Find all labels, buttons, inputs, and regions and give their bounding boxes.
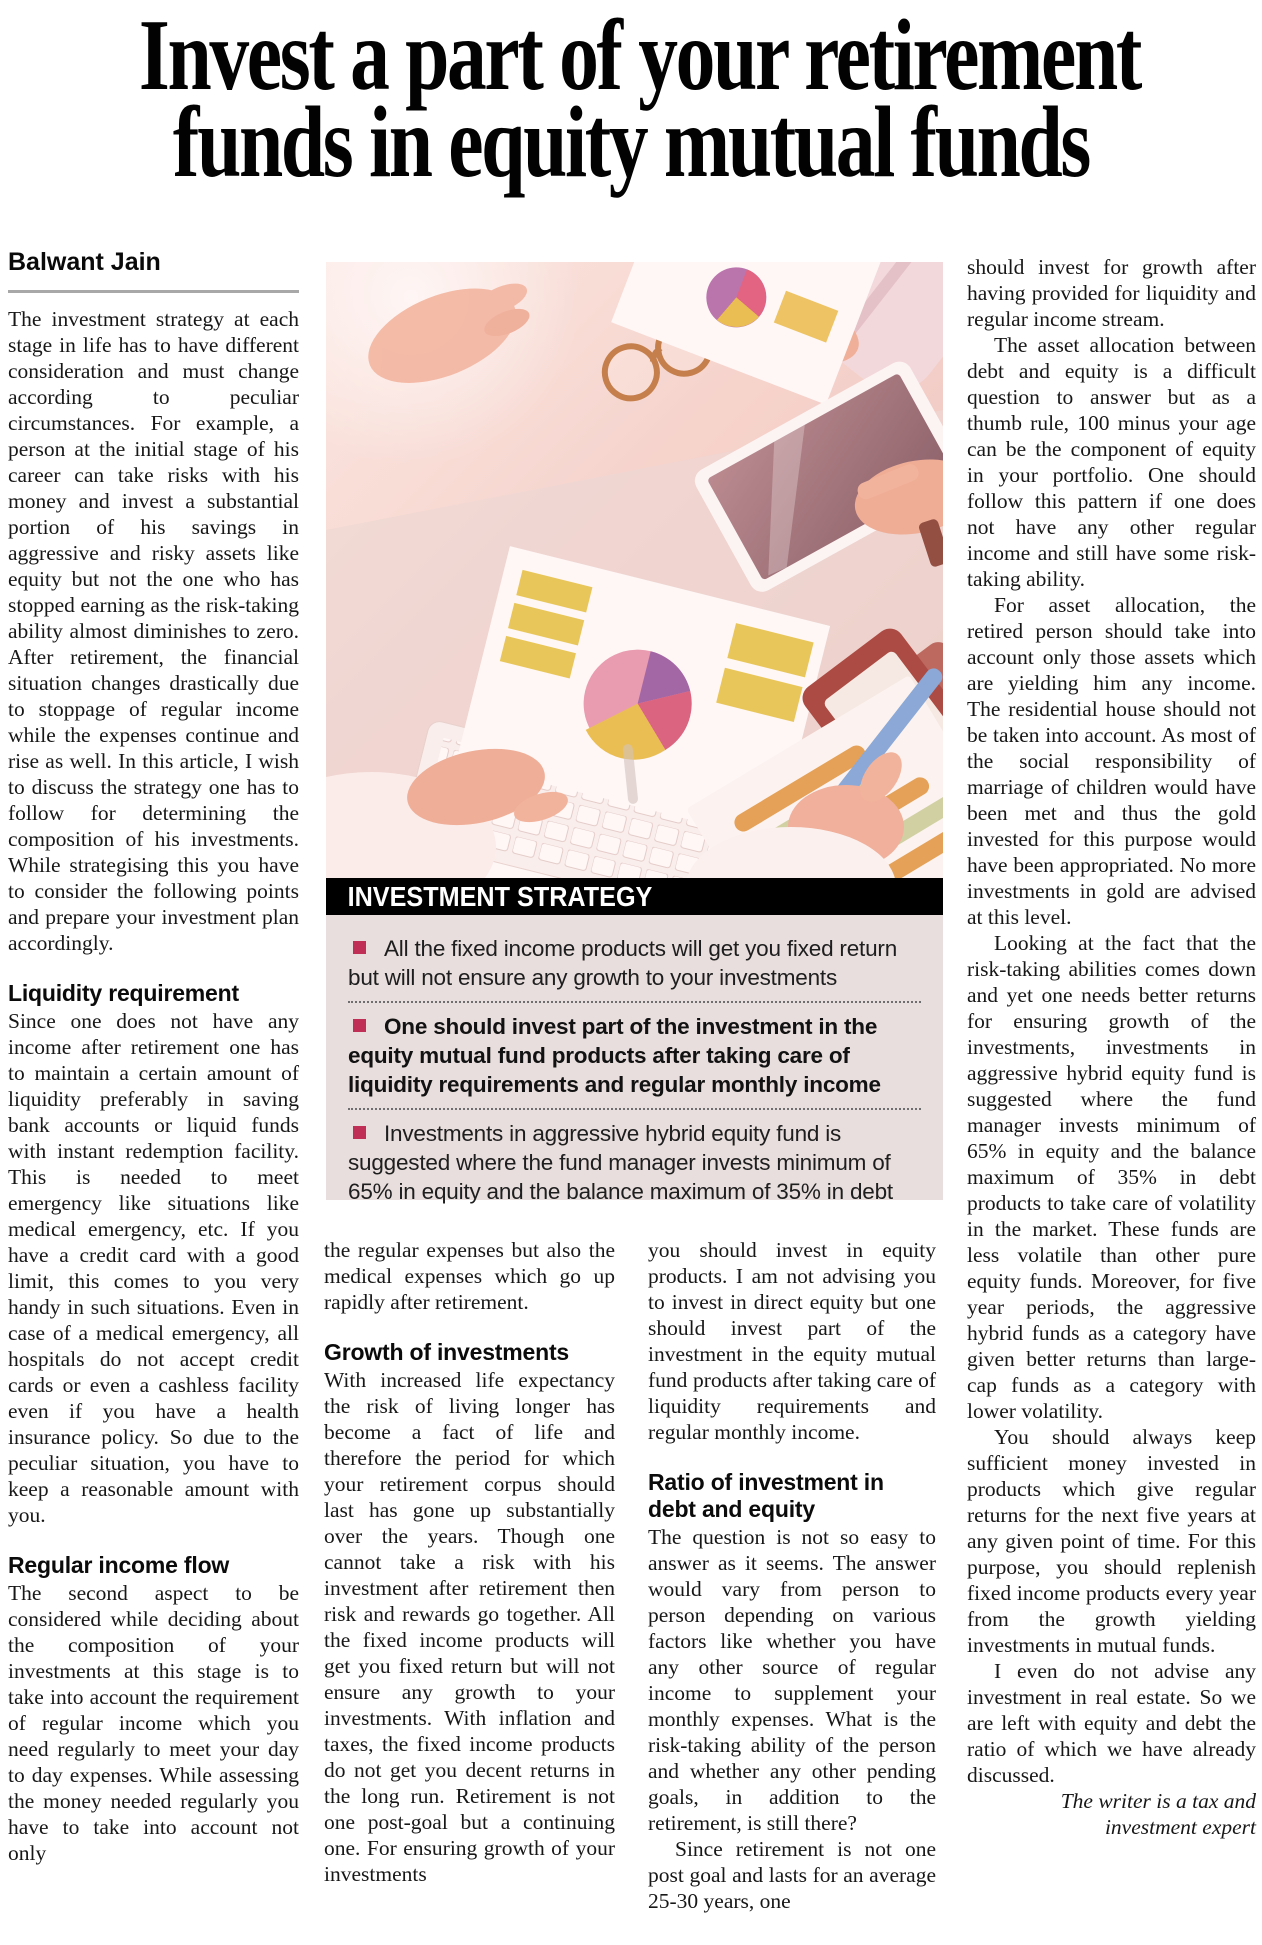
dotted-divider (348, 1001, 921, 1003)
headline-line-1: Invest a part of your retirement (138, 0, 1141, 112)
article-paragraph: The question is not so easy to answer as it seems. The answer would vary from person to person depending on various factors like whether you have any other source of regular income to supplement your monthly expenses. What is the risk-taking ability of the person and whether any other pending goals, in addition to the retirement, is still there? (648, 1525, 936, 1835)
article-paragraph: I even do not advise any investment in real estate. So we are left with equity and debt the ratio of which we have already discussed. (967, 1659, 1256, 1787)
strategy-banner (326, 878, 943, 915)
strategy-bullet-text: All the fixed income products will get you fixed return but will not ensure any growth to your investments (348, 936, 898, 990)
strategy-bullet-text: One should invest part of the investment in the equity mutual fund products after taking care of liquidity requirements and regular monthly income (348, 1014, 881, 1097)
strategy-bullet (348, 1119, 921, 1206)
strategy-box (326, 915, 943, 1204)
article-headline (0, 0, 1262, 199)
article-paragraph: you should invest in equity products. I am not advising you to invest in direct equity but one should invest part of the investment in the equity mutual fund products after taking care of liquidity requirements and regular monthly income. (648, 1238, 936, 1444)
article-paragraph: The writer is a tax and investment expert (1060, 1789, 1256, 1839)
article-paragraph: With increased life expectancy the risk of living longer has become a fact of life and therefore the period for which your retirement corpus should last has gone up substantially over the years. Though one cannot take a risk with his investment after retirement then risk and rewards go together. All the fixed income products will get you fixed return but will not ensure any growth to your investments. With inflation and taxes, the fixed income products do not get you decent returns in the long run. Retirement is not one post-goal but a continuing one. For ensuring growth of your investments (324, 1368, 615, 1886)
strategy-bullet (348, 1012, 921, 1099)
headline-line-2: funds in equity mutual funds (172, 86, 1090, 199)
article-paragraph: Since one does not have any income after retirement one has to maintain a certain amount of liquidity preferably in saving bank accounts or liquid funds with instant redemption facility. This is needed to meet emergency like situations like medical emergency, etc. If you have a credit card with a good limit, this comes to you very handy in such situations. Even in case of a medical emergency, all hospitals do not accept credit cards or even a cashless facility even if you have a health insurance policy. So due to the peculiar situation, you have to keep a reasonable amount with you. (8, 1009, 299, 1527)
article-paragraph: You should always keep sufficient money invested in products which give regular returns for the next five years at any given point of time. For this purpose, you should replenish fixed income products every year from the growth yielding investments in mutual funds. (967, 1425, 1256, 1657)
article-paragraph: The investment strategy at each stage in life has to have different consideration and must change according to peculiar circumstances. For example, a person at the initial stage of his career can take risks with his money and invest a substantial portion of his savings in aggressive and risky assets like equity but not the one who has stopped earning as the risk-taking ability almost diminishes to zero. After retirement, the financial situation changes drastically due to stoppage of regular income while the expenses continue and rise as well. In this article, I wish to discuss the strategy one has to follow for determining the composition of his investments. While strategising this you have to consider the following points and prepare your investment plan accordingly. (8, 307, 299, 955)
article-column-2 (324, 1237, 615, 1887)
business-meeting-photo (326, 262, 943, 878)
section-heading: Growth of investments (324, 1339, 569, 1365)
byline: Balwant Jain (8, 248, 161, 276)
square-bullet-icon (353, 941, 366, 954)
section-heading: Regular income flow (8, 1552, 230, 1578)
strategy-bullet-text: Investments in aggressive hybrid equity fund is suggested where the fund manager invests minimum of 65% in equity and the balance maximum of 35% in debt (348, 1121, 893, 1204)
article-paragraph: The asset allocation between debt and equity is a difficult question to answer but as a thumb rule, 100 minus your age can be the component of equity in your portfolio. One should follow this pattern if one does not have any other regular income and still have some risk-taking ability. (967, 333, 1256, 591)
strategy-banner-title: INVESTMENT STRATEGY (347, 881, 653, 912)
article-column-1 (8, 306, 299, 1866)
article-paragraph: Looking at the fact that the risk-taking abilities comes down and yet one needs better returns for ensuring growth of the investments, investments in aggressive hybrid equity fund is suggested where the fund manager invests minimum of 65% in equity and the balance maximum of 35% in debt products to take care of volatility in the market. These funds are less volatile than other pure equity funds. Moreover, for five year periods, the aggressive hybrid funds as a category have given better returns than large-cap funds as a category with lower volatility. (967, 931, 1256, 1423)
meeting-photo-illustration (326, 262, 943, 878)
article-paragraph: should invest for growth after having provided for liquidity and regular income stream. (967, 255, 1256, 331)
section-heading: Ratio of investment in debt and equity (648, 1469, 884, 1522)
article-column-4 (967, 254, 1256, 1840)
section-heading: Liquidity requirement (8, 980, 239, 1006)
strategy-bullet (348, 934, 921, 992)
article-paragraph: the regular expenses but also the medical expenses which go up rapidly after retirement. (324, 1238, 615, 1314)
article-paragraph: The second aspect to be considered while deciding about the composition of your investments at this stage is to take into account the requirement of regular income which you need regularly to meet your day to day expenses. While assessing the money needed regularly you have to take into account not only (8, 1581, 299, 1865)
article-paragraph: Since retirement is not one post goal and lasts for an average 25-30 years, one (648, 1837, 936, 1913)
dotted-divider (348, 1108, 921, 1110)
square-bullet-icon (353, 1126, 366, 1139)
article-column-3 (648, 1237, 936, 1914)
square-bullet-icon (353, 1019, 366, 1032)
byline-divider (8, 290, 299, 293)
article-paragraph: For asset allocation, the retired person should take into account only those assets which are yielding him any income. The residential house should not be taken into account. As most of the social responsibility of marriage of children would have been met and thus the gold invested for this purpose would have been appropriated. No more investments in gold are advised at this level. (967, 593, 1256, 929)
